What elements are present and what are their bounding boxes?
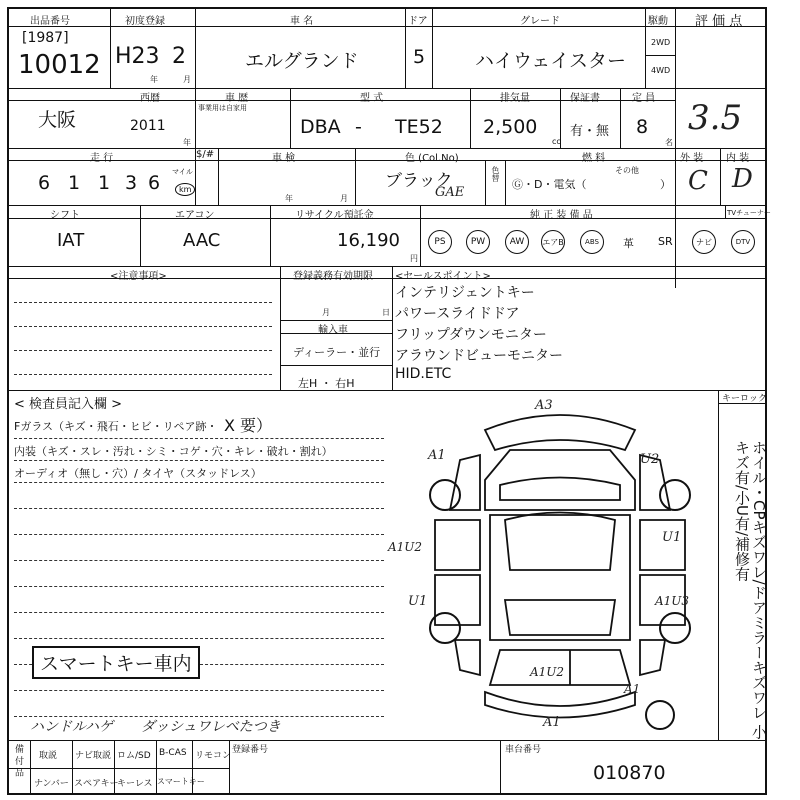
persons-unit: 名 xyxy=(665,138,673,147)
damage-mark: U1 xyxy=(408,594,428,609)
accessory-spare-key: スペアキー xyxy=(74,779,119,789)
sales-point: インテリジェントキー xyxy=(395,285,535,301)
reg-number-label: 登録番号 xyxy=(232,745,269,755)
color-value: ブラック xyxy=(385,171,453,191)
mileage-digit: 3 xyxy=(125,172,138,194)
car-name-label: 車 名 xyxy=(290,16,314,27)
sharp-label: $/# xyxy=(196,149,215,160)
damage-mark: A1 xyxy=(624,682,641,696)
inspection-note: 事業用は自家用 xyxy=(198,104,247,112)
displacement-value: 2,500 xyxy=(483,116,538,138)
era-label: 年 xyxy=(150,75,158,84)
reg-month: 月 xyxy=(322,308,330,317)
model-code: TE52 xyxy=(395,116,443,138)
accessory-manual: 取説 xyxy=(39,751,58,761)
fuel-value: Ⓖ・D・電気（ xyxy=(512,178,587,191)
recycle-value: 16,190 xyxy=(337,230,400,251)
fuel-close: ） xyxy=(660,178,671,191)
first-reg-label: 初度登録 xyxy=(125,16,165,27)
car-damage-diagram xyxy=(420,400,700,730)
mileage-unit-km: km xyxy=(175,183,195,196)
damage-mark: A1 xyxy=(543,715,561,730)
smart-key-note: スマートキー車内 xyxy=(32,646,200,679)
dealer-option: ディーラー・並行 xyxy=(293,346,381,359)
lot-number: 10012 xyxy=(18,50,101,80)
equipment-label: 純 正 装 備 品 xyxy=(530,210,593,221)
inspection-label: 車 歴 xyxy=(225,93,249,104)
inspector-title: < 検査員記入欄 > xyxy=(14,397,123,412)
exterior-grade: C xyxy=(688,166,708,196)
equipment-dtv: DTV xyxy=(731,230,755,254)
glass-mark: X 要） xyxy=(224,416,273,435)
interior-line: 内装（キズ・スレ・汚れ・シミ・コゲ・穴・キレ・破れ・割れ） xyxy=(14,445,333,458)
equipment-leather: 革 xyxy=(623,237,634,250)
mileage-unit-mile: マイル xyxy=(172,168,193,176)
model-dash: - xyxy=(355,116,362,138)
model-year-label: 西暦 xyxy=(140,93,160,104)
wheel-mirror-note: ホイル・CPキズワレ/ドアミラーキズワレ 小キズ有/小U有/補修有 xyxy=(733,440,768,740)
damage-mark: A1 xyxy=(428,448,446,463)
chassis-number: 010870 xyxy=(593,762,666,784)
interior-label: 内 装 xyxy=(726,153,750,164)
shaken-year: 年 xyxy=(285,194,293,203)
keylock-label: キーロック xyxy=(722,394,767,404)
equipment-sunroof: SR xyxy=(658,235,673,248)
audio-line: オーディオ（無し・穴）/ タイヤ（スタッドレス） xyxy=(14,467,262,480)
damage-mark: A3 xyxy=(535,398,553,413)
accessory-smart-key: スマートキー xyxy=(157,777,205,786)
equipment-aw: AW xyxy=(505,230,529,254)
mileage-label: 走 行 xyxy=(90,153,114,164)
lot-label: 出品番号 xyxy=(30,16,70,27)
capacity-value: 8 xyxy=(636,116,649,138)
sales-point: フリップダウンモニター xyxy=(395,327,547,343)
steering-option: 左H ・ 右H xyxy=(298,377,355,390)
mileage-digit: 6 xyxy=(38,172,51,194)
first-reg-year: H23 xyxy=(115,44,160,69)
exterior-label: 外 装 xyxy=(680,153,704,164)
accessory-bcas: B-CAS xyxy=(159,748,187,758)
auction-code: [1987] xyxy=(22,30,69,46)
equipment-abs: ABS xyxy=(580,230,604,254)
reg-day: 日 xyxy=(382,308,390,317)
drive-2wd: 2WD xyxy=(651,38,671,47)
drive-label: 駆動 xyxy=(648,16,668,27)
equipment-airbag: エアB xyxy=(541,230,565,254)
fuel-other: その他 xyxy=(615,166,639,175)
equipment-pw: PW xyxy=(466,230,490,254)
glass-line: Fガラス（キズ・飛石・ヒビ・リペア跡・ xyxy=(14,420,218,433)
aircon-label: エアコン xyxy=(175,210,215,221)
model-year-unit: 年 xyxy=(183,138,191,147)
mileage-digit: 6 xyxy=(148,172,161,194)
cc-unit: cc xyxy=(552,137,561,146)
accessory-number: ナンバー xyxy=(34,779,69,789)
color-code: GAE xyxy=(435,185,465,200)
accessory-keyless: キーレス xyxy=(117,779,153,789)
damage-mark: U2 xyxy=(640,452,660,467)
shift-label: シフト xyxy=(50,210,80,221)
color-label: 色 (Col.No) xyxy=(405,153,459,164)
damage-mark: A1U2 xyxy=(530,665,565,679)
tv-tuner-label: TVチューナー xyxy=(727,209,771,217)
accessories-label: 備 付 品 xyxy=(13,744,23,777)
warranty-value: 有・無 xyxy=(570,124,610,139)
reg-valid-label: 登録義務有効期限 xyxy=(293,271,373,282)
accessory-navi-manual: ナビ取説 xyxy=(75,751,112,761)
fuel-label: 燃 料 xyxy=(582,153,606,164)
handwritten-note: ハンドルハゲ ダッシュワレベたつき xyxy=(30,719,281,735)
score-label: 評 価 点 xyxy=(695,14,743,29)
sales-point: パワースライドドア xyxy=(395,306,520,322)
damage-mark: U1 xyxy=(662,530,682,545)
mileage-digit: 1 xyxy=(68,172,81,194)
model-prefix: DBA xyxy=(300,116,341,138)
displacement-label: 排気量 xyxy=(500,93,530,104)
aircon-value: AAC xyxy=(183,230,221,251)
car-name: エルグランド xyxy=(245,50,359,72)
region-value: 大阪 xyxy=(38,109,77,131)
chassis-label: 車台番号 xyxy=(505,745,542,755)
accessory-remote: リモコン xyxy=(195,751,232,761)
mileage-digit: 1 xyxy=(98,172,111,194)
grade-value: ハイウェイスター xyxy=(475,50,627,72)
sales-point: アラウンドビューモニター xyxy=(395,348,563,364)
interior-grade: D xyxy=(732,164,753,194)
shaken-month: 月 xyxy=(340,194,348,203)
drive-4wd: 4WD xyxy=(651,66,671,75)
month-label: 月 xyxy=(183,75,191,84)
accessory-rom-sd: ロム/SD xyxy=(117,751,151,761)
doors-label: ドア xyxy=(408,16,428,27)
yen-unit: 円 xyxy=(410,254,418,263)
sales-point: HID.ETC xyxy=(395,366,452,382)
shift-value: IAT xyxy=(57,230,85,251)
capacity-label: 定 員 xyxy=(632,93,656,104)
damage-mark: A1U2 xyxy=(388,540,423,554)
doors-value: 5 xyxy=(413,46,426,68)
grade-label: グレード xyxy=(520,16,560,27)
recycle-label: リサイクル預託金 xyxy=(295,210,374,221)
equipment-ps: PS xyxy=(428,230,452,254)
shaken-label: 車 検 xyxy=(272,153,296,164)
score-value: 3.5 xyxy=(688,98,743,138)
sales-points-label: <セールスポイント> xyxy=(395,271,491,282)
model-year-value: 2011 xyxy=(130,118,166,134)
notes-label: <注意事項> xyxy=(110,271,167,282)
equipment-navi: ナビ xyxy=(692,230,716,254)
damage-mark: A1U3 xyxy=(655,594,690,608)
model-type-label: 型 式 xyxy=(360,93,384,104)
first-reg-month: 2 xyxy=(172,44,186,69)
color-change-label: 色替 xyxy=(491,166,500,182)
import-label: 輸入車 xyxy=(318,325,348,336)
warranty-label: 保証書 xyxy=(570,93,600,104)
